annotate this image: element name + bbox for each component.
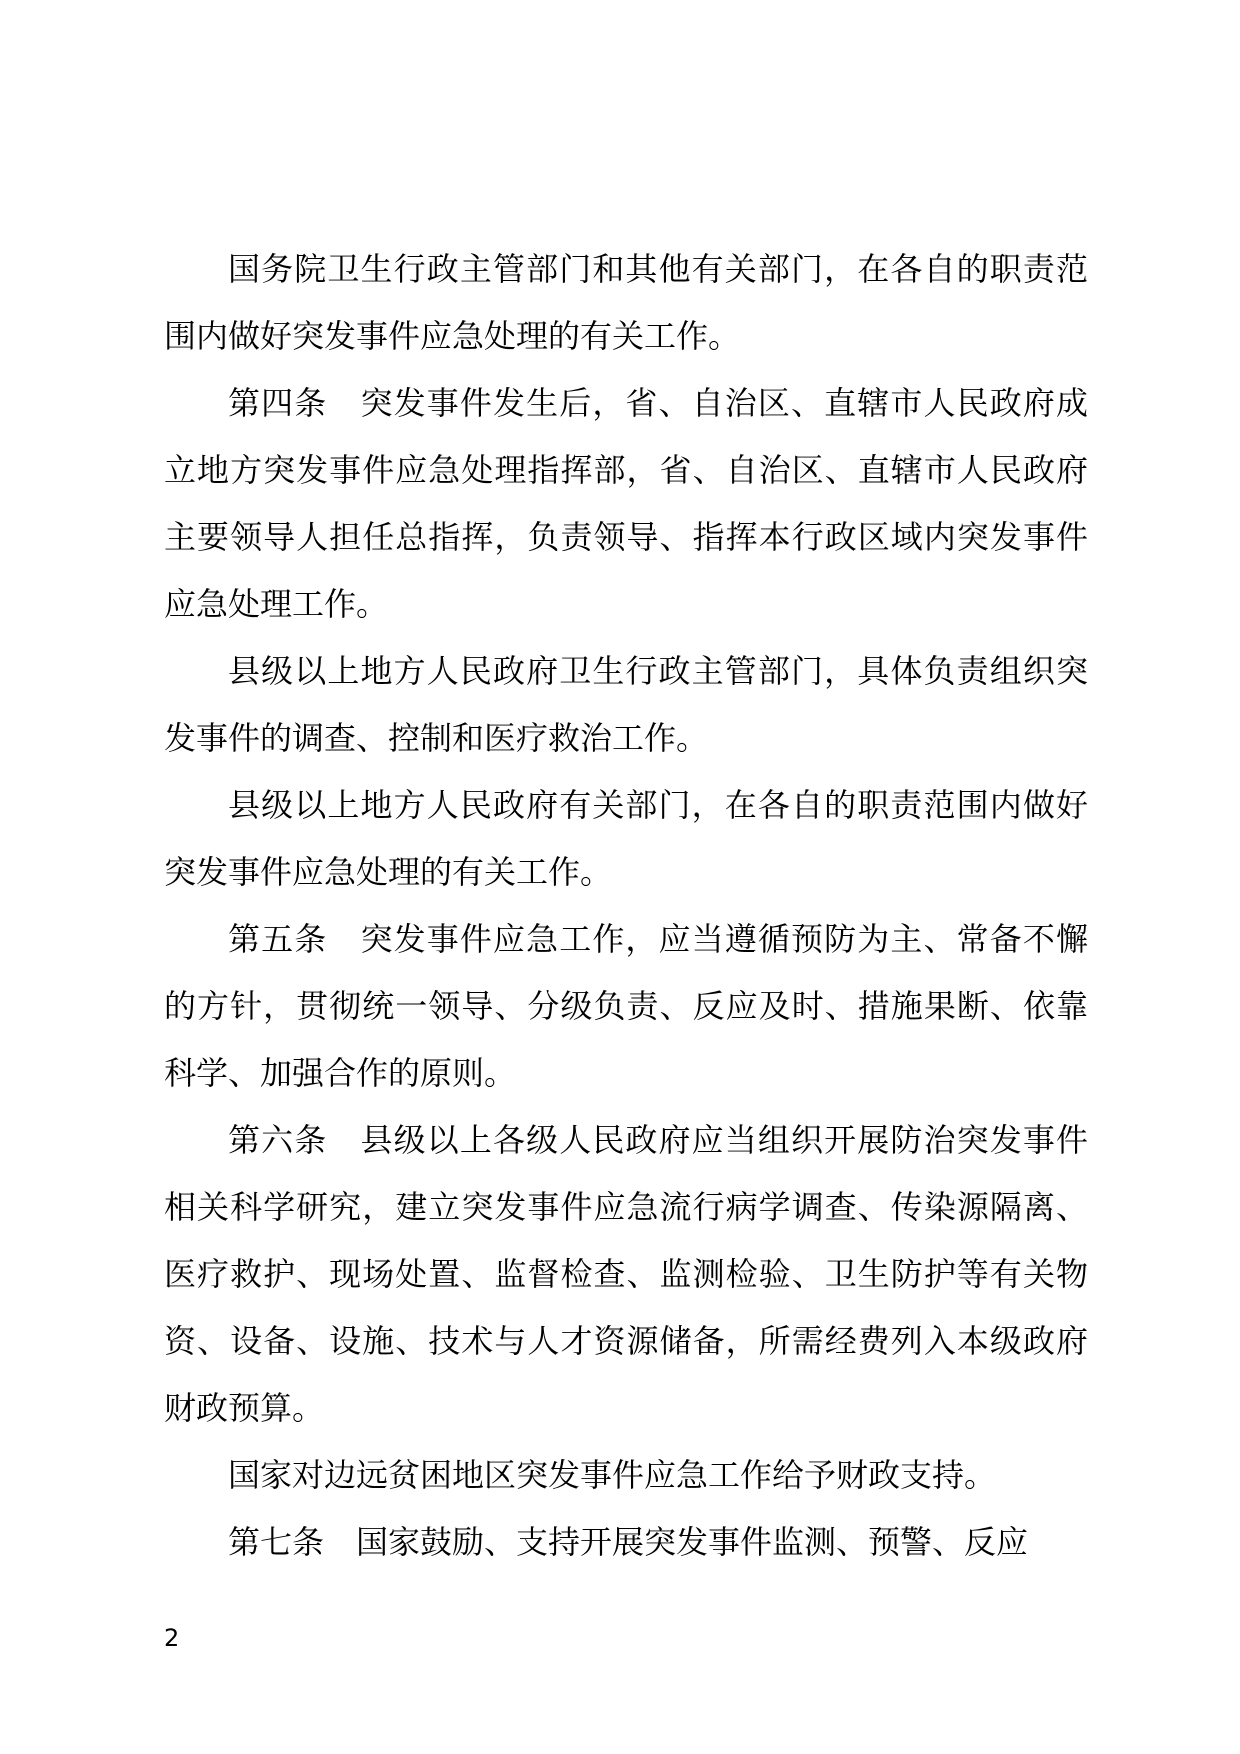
paragraph-county-related-depts: 县级以上地方人民政府有关部门，在各自的职责范围内做好突发事件应急处理的有关工作。 — [164, 786, 1088, 891]
paragraph-financial-support: 国家对边远贫困地区突发事件应急工作给予财政支持。 — [228, 1456, 997, 1494]
paragraph-article-4: 第四条 突发事件发生后，省、自治区、直辖市人民政府成立地方突发事件应急处理指挥部，省、自治区、直辖市人民政府主要领导人担任总指挥，负责领导、指挥本行政区域内突发事件应急处理工作。 — [164, 384, 1088, 623]
paragraph-article-5: 第五条 突发事件应急工作，应当遵循预防为主、常备不懈的方针，贯彻统一领导、分级负责、反应及时、措施果断、依靠科学、加强合作的原则。 — [164, 920, 1088, 1092]
document-body — [164, 236, 1088, 1576]
paragraph-article-7: 第七条 国家鼓励、支持开展突发事件监测、预警、反应 — [228, 1523, 1029, 1561]
paragraph-article-6: 第六条 县级以上各级人民政府应当组织开展防治突发事件相关科学研究，建立突发事件应急流行病学调查、传染源隔离、医疗救护、现场处置、监督检查、监测检验、卫生防护等有关物资、设备、设施、技术与人才资源储备，所需经费列入本级政府财政预算。 — [164, 1121, 1088, 1427]
paragraph-county-health-dept: 县级以上地方人民政府卫生行政主管部门，具体负责组织突发事件的调查、控制和医疗救治工作。 — [164, 652, 1088, 757]
paragraph-ministry-duties: 国务院卫生行政主管部门和其他有关部门，在各自的职责范围内做好突发事件应急处理的有关工作。 — [164, 250, 1088, 355]
page-number: 2 — [164, 1624, 180, 1652]
